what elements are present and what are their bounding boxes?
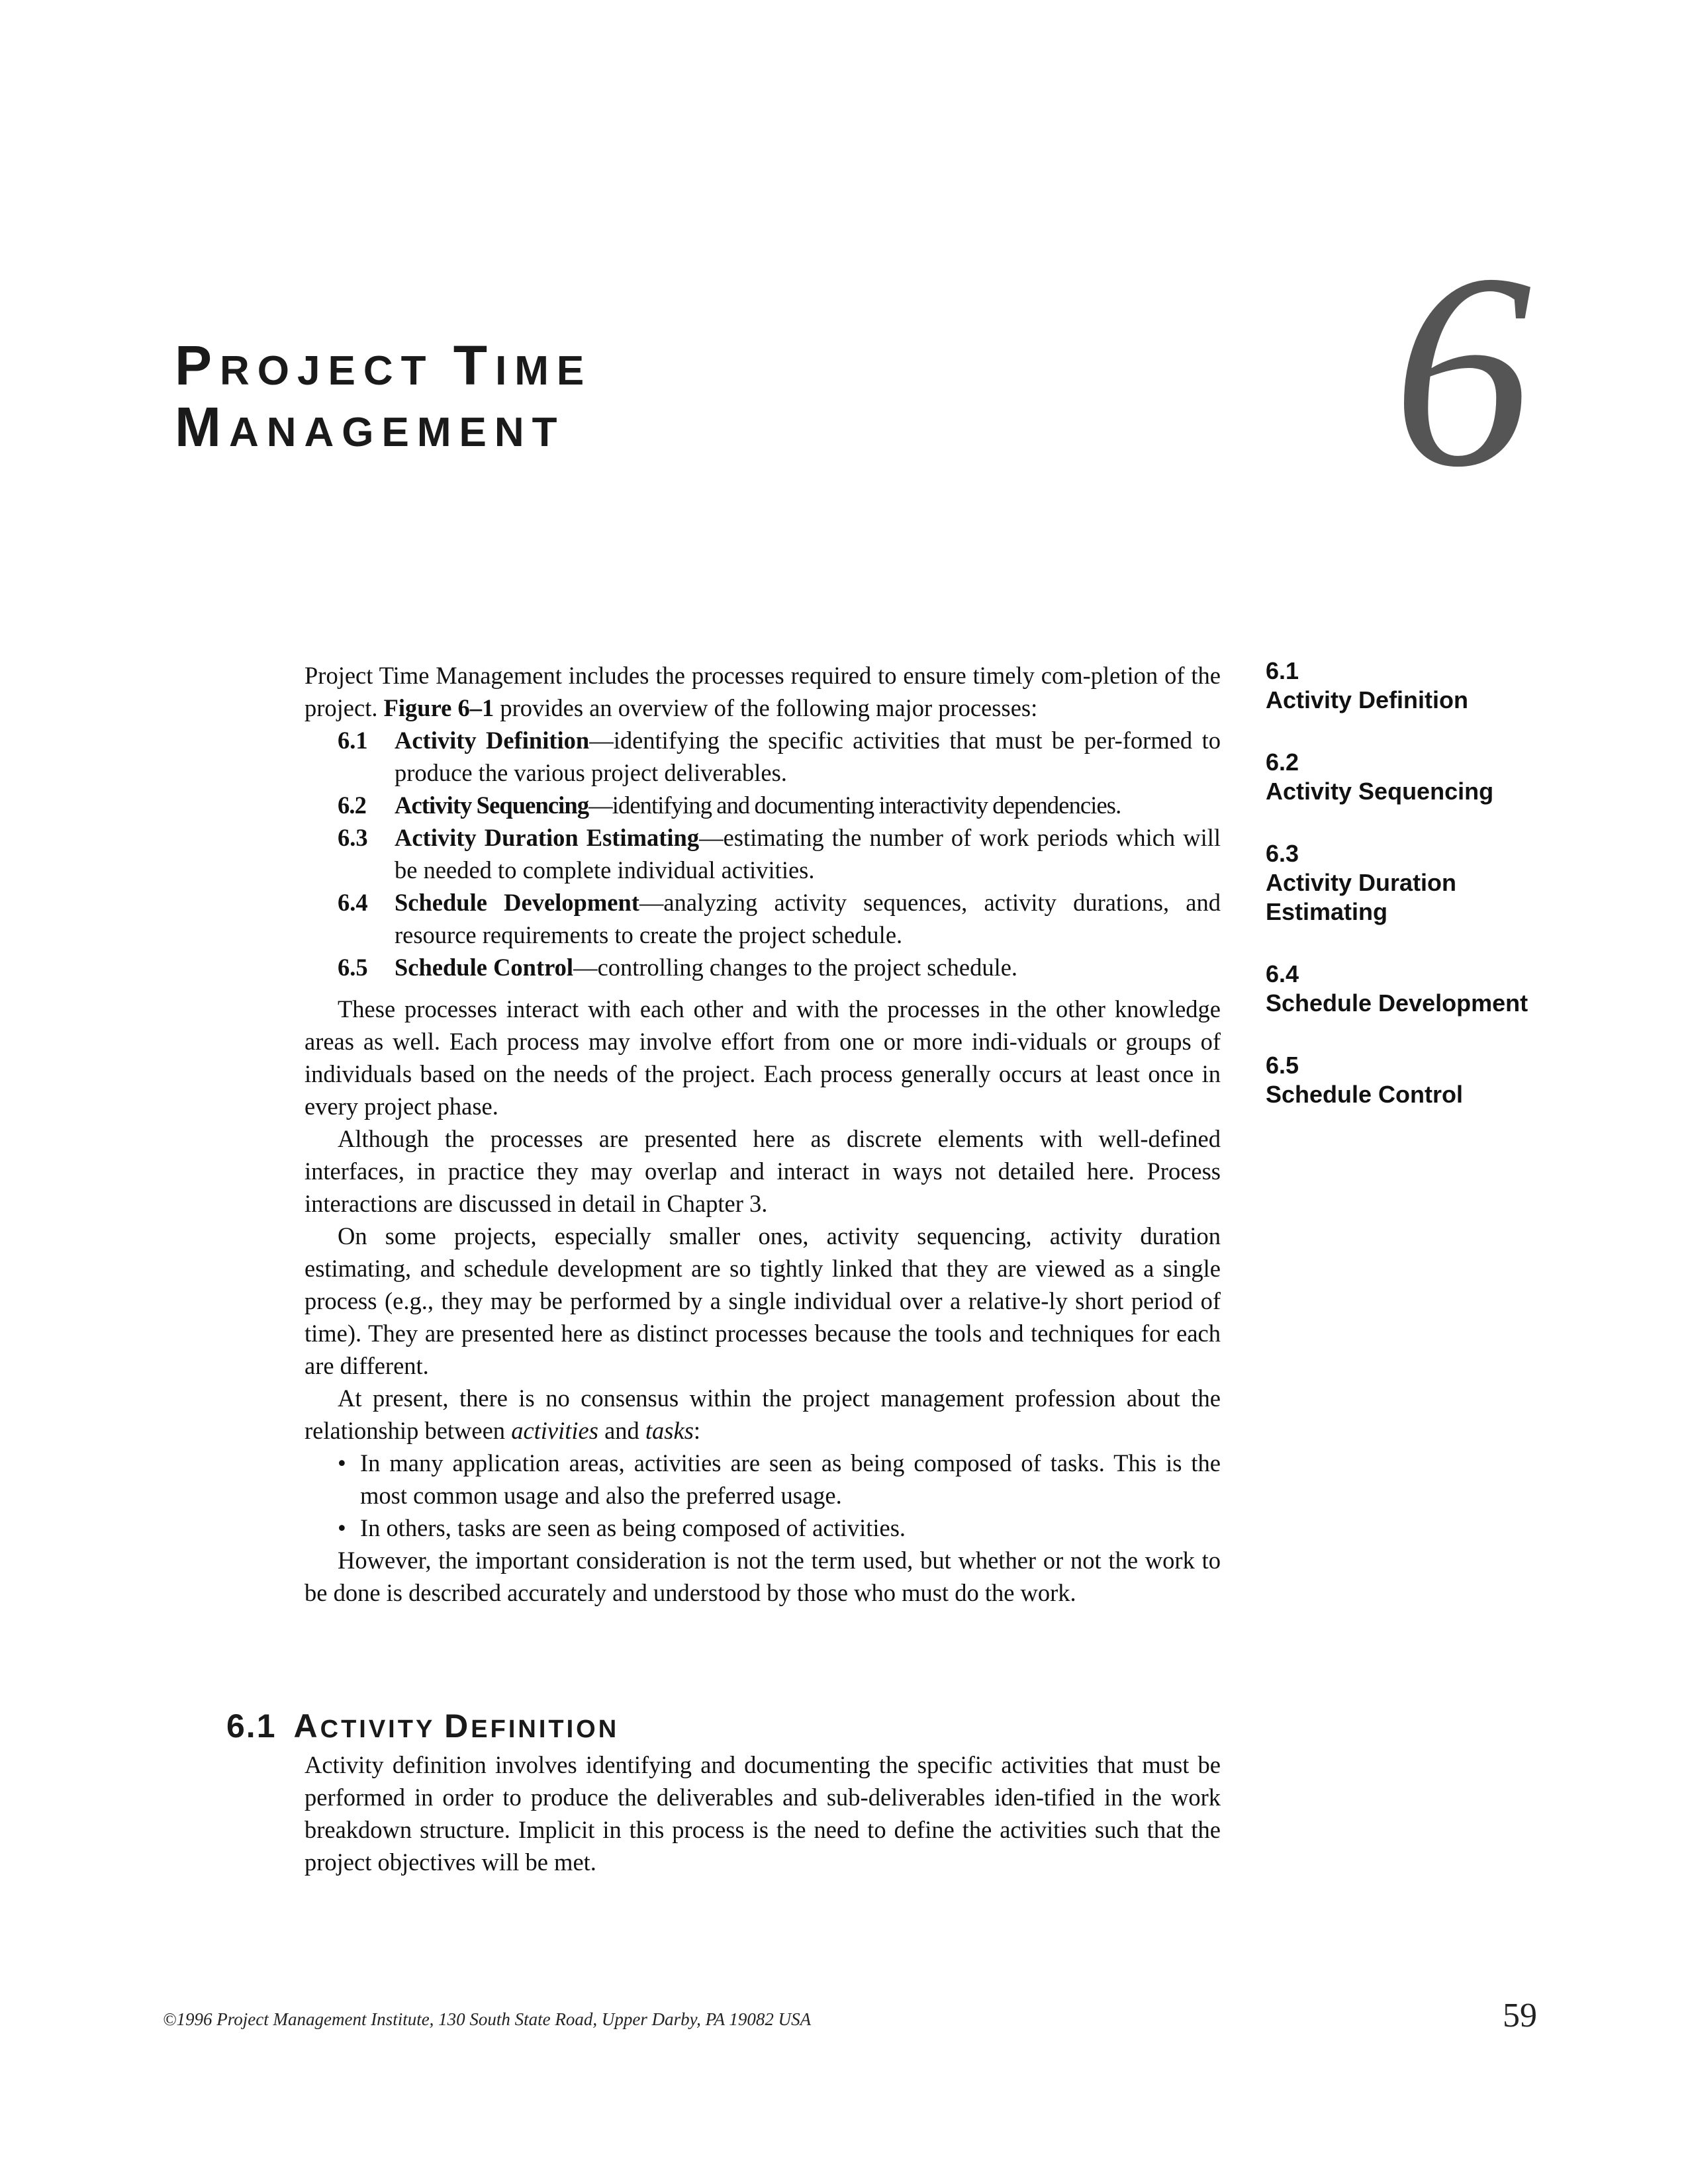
sidebar-item: 6.3 Activity Duration Estimating bbox=[1266, 840, 1457, 925]
chapter-title bbox=[175, 334, 592, 461]
paragraph: At present, there is no consensus within the project management profession about the relationship between activities and tasks: bbox=[305, 1385, 1221, 1444]
section-heading: 6.1 ACTIVITY DEFINITION bbox=[226, 1707, 620, 1745]
bullet-icon: • bbox=[338, 1514, 346, 1541]
process-item: 6.2 Activity Sequencing—identifying and documenting interactivity dependencies. bbox=[338, 792, 1121, 819]
page-number: 59 bbox=[1503, 1997, 1537, 2034]
figure-reference: Figure 6–1 bbox=[383, 694, 494, 721]
process-list bbox=[305, 724, 1221, 983]
sidebar-item: 6.2 Activity Sequencing bbox=[1266, 749, 1494, 805]
process-item: 6.5 Schedule Control—controlling changes to the project schedule. bbox=[338, 954, 1018, 981]
sidebar-item: 6.5 Schedule Control bbox=[1266, 1052, 1464, 1108]
chapter-title-line-1: PROJECT TIME bbox=[175, 334, 592, 396]
process-item: 6.4 Schedule Development—analyzing activity sequences, activity durations, and resource requirements to create the project schedule. bbox=[338, 889, 1221, 948]
footer-copyright: ©1996 Project Management Institute, 130 South State Road, Upper Darby, PA 19082 USA bbox=[163, 2009, 812, 2029]
intro-paragraph: Project Time Management includes the processes required to ensure timely com-pletion of the project. Figure 6–1 provides an overview of the following major processes: bbox=[305, 662, 1221, 721]
body-text bbox=[305, 659, 1221, 1609]
sidebar-item: 6.4 Schedule Development bbox=[1266, 960, 1528, 1017]
sidebar-item: 6.1 Activity Definition bbox=[1266, 657, 1469, 713]
bullet-item: • In others, tasks are seen as being composed of activities. bbox=[305, 1512, 1221, 1544]
chapter-title-line-2: MANAGEMENT bbox=[175, 396, 565, 458]
process-item: 6.1 Activity Definition—identifying the specific activities that must be per-formed to produce the various project deliverables. bbox=[338, 727, 1221, 786]
paragraph: However, the important consideration is not the term used, but whether or not the work to be done is described accurately and understood by those who must do the work. bbox=[305, 1547, 1221, 1606]
bullet-item: • In many application areas, activities are seen as being composed of tasks. This is the most common usage and also the preferred usage. bbox=[305, 1447, 1221, 1512]
paragraph: Although the processes are presented here as discrete elements with well-defined interfaces, in practice they may overlap and interact in ways not detailed here. Process interactions are discussed in detail in Chapter 3. bbox=[305, 1125, 1221, 1217]
chapter-number: 6 bbox=[1393, 216, 1532, 524]
paragraph: On some projects, especially smaller ones, activity sequencing, activity duration estimating, and schedule development are so tightly linked that they are viewed as a single process (e.g., they may be performed by a single individual over a relative-ly short period of time). They are presented here as distinct processes because the tools and techniques for each are different. bbox=[305, 1222, 1221, 1379]
margin-sidebar bbox=[1266, 657, 1544, 1142]
process-item: 6.3 Activity Duration Estimating—estimating the number of work periods which will be needed to complete individual activities. bbox=[338, 824, 1221, 884]
bullet-icon: • bbox=[338, 1449, 346, 1477]
section-paragraph: Activity definition involves identifying and documenting the specific activities that must be performed in order to produce the deliverables and sub-deliverables iden-tified in the work breakdown structure. Implicit in this process is the need to define the activities such that the project objectives will be met. bbox=[305, 1751, 1221, 1876]
paragraph: These processes interact with each other and with the processes in the other knowledge areas as well. Each process may involve effort from one or more indi-viduals or groups of individuals based on the needs of the project. Each process generally occurs at least once in every project phase. bbox=[305, 995, 1221, 1120]
